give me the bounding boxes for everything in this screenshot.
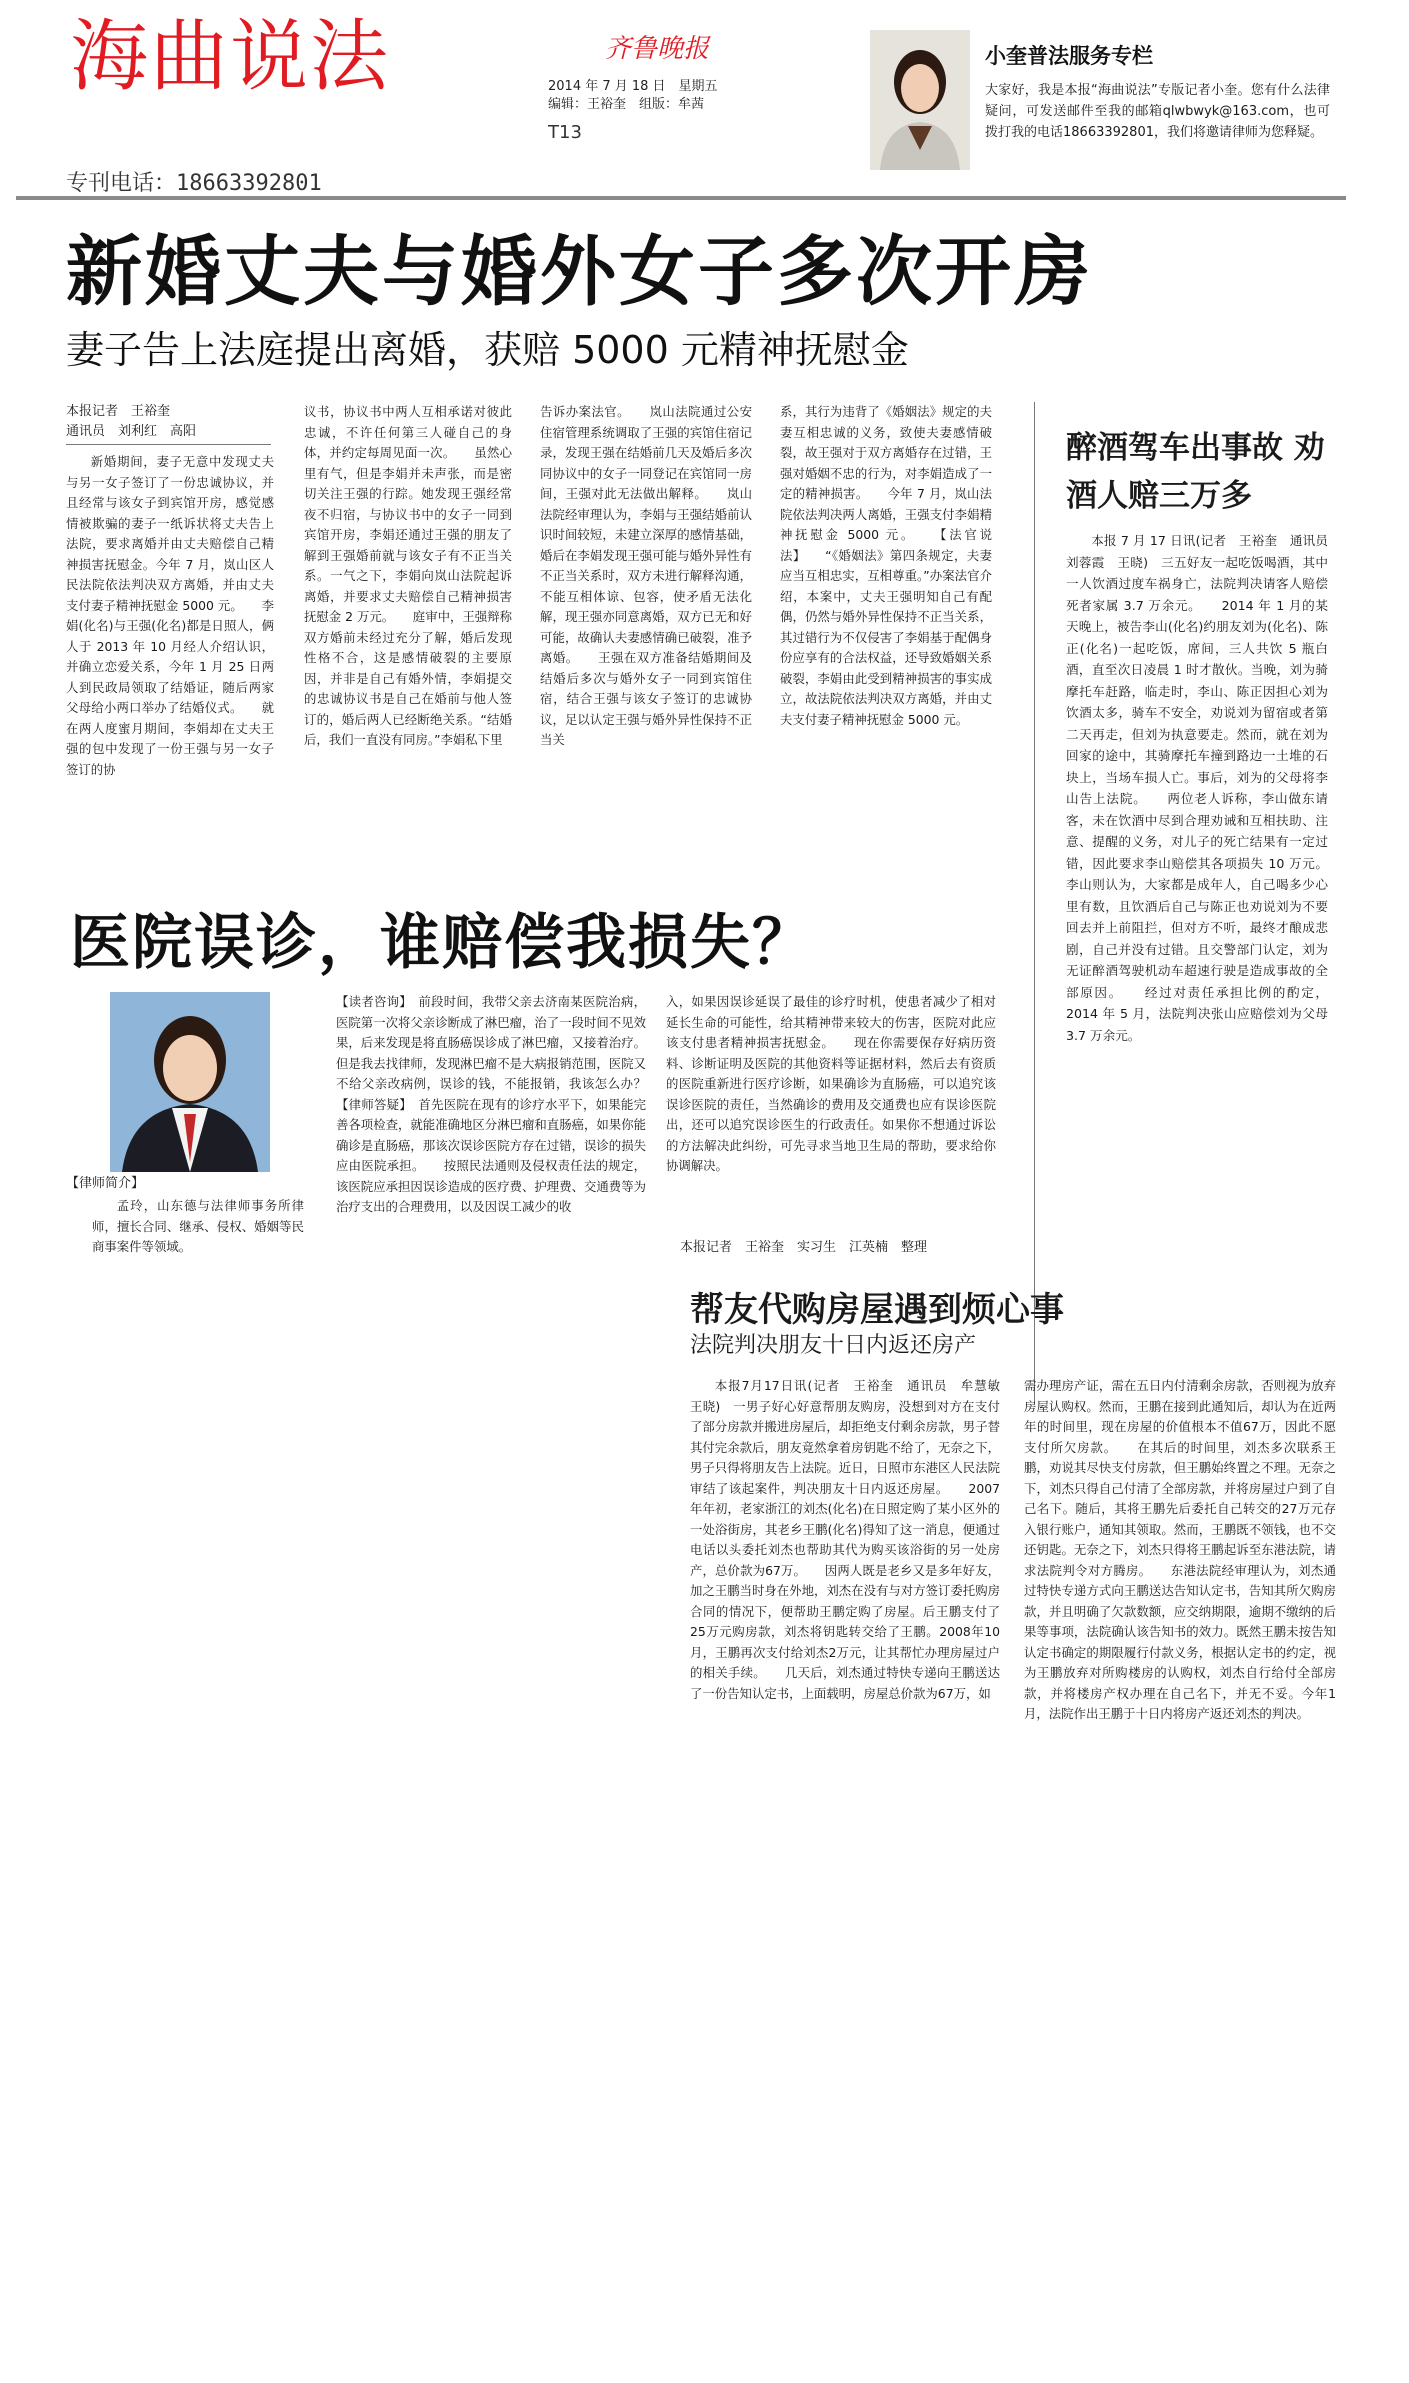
masthead-title: 海曲说法	[70, 12, 391, 102]
lawyer-bio: 孟玲，山东德与法律师事务所律师，擅长合同、继承、侵权、婚姻等民商事案件等领域。	[92, 1198, 304, 1254]
article2-headline	[1066, 424, 1326, 520]
issue-date: 2014 年 7 月 18 日 星期五	[548, 79, 718, 94]
column-title: 小奎普法服务专栏	[985, 44, 1153, 68]
article4-col2: 需办理房产证，需在五日内付清剩余房款，否则视为放弃房屋认购权。然而，王鹏在接到此通知后，却认为在近两年的时间里，现在房屋的价值根本不值67万，因此不愿支付所欠房款。 在其后的时间里，刘杰多次联系王鹏，劝说其尽快支付房款，但王鹏始终置之不理。无奈之下，刘杰只得自己付清了全部房款，并将房屋过户到了自己名下。随后，其将王鹏先后委托自己转交的27万元存入银行账户，通知其领取。然而，王鹏既不领钱，也不交还钥匙。无奈之下，刘杰只得将王鹏起诉至东港法院，请求法院判令对方腾房。 东港法院经审理认为，刘杰通过特快专递方式向王鹏送达告知认定书，告知其所欠购房款，并且明确了欠款数额，应交纳期限，逾期不缴纳的后果等事项，法院确认该告知书的效力。既然王鹏未按告知认定书确定的期限履行付款义务，根据认定书的约定，视为王鹏放弃对所购楼房的认购权，刘杰自行给付全部房款，并将楼房产权办理在自己名下，并无不妥。今年1月，法院作出王鹏于十日内将房产返还刘杰的判决。	[1024, 1378, 1336, 1721]
article1-col3: 告诉办案法官。 岚山法院通过公安住宿管理系统调取了王强的宾馆住宿记录，发现王强在结婚前几天及婚后多次同协议中的女子一同登记在宾馆同一房间，王强对此无法做出解释。 岚山法院经审理认为，李娟与王强结婚前认识时间较短，未建立深厚的感情基础，婚后在李娟发现王强可能与婚外异性有不正当关系时，双方未进行解释沟通，不能互相体谅、包容，使矛盾无法化解，现王强亦同意离婚，双方已无和好可能，故确认夫妻感情确已破裂，准予离婚。 王强在双方准备结婚期间及结婚后多次与婚外女子一同到宾馆住宿，结合王强与该女子签订的忠诚协议，足以认定王强与婚外异性保持不正当关	[540, 404, 752, 747]
lawyer-photo	[110, 992, 270, 1172]
article4-col1: 本报7月17日讯(记者 王裕奎 通讯员 牟慧敏 王晓) 一男子好心好意帮朋友购房，没想到对方在支付了部分房款并搬进房屋后，却拒绝支付剩余房款，男子替其付完余款后，朋友竟然拿着房钥匙不给了，无奈之下，男子只得将朋友告上法院。近日，日照市东港区人民法院审结了该起案件，判决朋友十日内返还房屋。 2007年年初，老家浙江的刘杰(化名)在日照定购了某小区外的一处浴街房，其老乡王鹏(化名)得知了这一消息，便通过电话以头委托刘杰也帮助其代为购买该浴街的另一处房产，总价款为67万。 因两人既是老乡又是多年好友，加之王鹏当时身在外地，刘杰在没有与对方签订委托购房合同的情况下，便帮助王鹏定购了房屋。后王鹏支付了25万元购房款，刘杰将钥匙转交给了王鹏。2008年10月，王鹏再次支付给刘杰2万元，让其帮忙办理房屋过户的相关手续。 几天后，刘杰通过特快专递向王鹏送达了一份告知认定书，上面载明，房屋总价款为67万，如	[690, 1378, 1013, 1701]
article1-col1: 新婚期间，妻子无意中发现丈夫与另一女子签订了一份忠诚协议，并且经常与该女子到宾馆开房，感觉感情被欺骗的妻子一纸诉状将丈夫告上法院，要求离婚并由丈夫赔偿自己精神损害抚慰金。今年 7 月，岚山区人民法院依法判决双方离婚，并由丈夫支付妻子精神抚慰金 5000 元。 李娟(化名)与王强(化名)都是日照人，俩人于 2013 年 10 月经人介绍认识，并确立恋爱关系，今年 1 月 25 日两人到民政局领取了结婚证，随后两家父母给小两口举办了结婚仪式。 就在两人度蜜月期间，李娟却在丈夫王强的包中发现了一份王强与另一女子签订的协	[66, 454, 274, 777]
article1-byline	[66, 402, 276, 442]
header-divider	[16, 196, 1346, 200]
article2-headline-text: 醉酒驾车出事故 劝酒人赔三万多	[1066, 430, 1325, 514]
article2-body: 本报 7 月 17 日讯(记者 王裕奎 通讯员 刘蓉霞 王晓) 三五好友一起吃饭喝酒，其中一人饮酒过度车祸身亡，法院判决请客人赔偿死者家属 3.7 万余元。 2014 年 1 月的某天晚上，被告李山(化名)约朋友刘为(化名)、陈正(化名)一起吃饭，席间，三人共饮 5 瓶白酒，直至次日凌晨 1 时才散伙。当晚，刘为骑摩托车赶路，临走时，李山、陈正因担心刘为饮酒太多，骑车不安全，劝说刘为留宿或者第二天再走，但刘为执意要走。然而，就在刘为回家的途中，其骑摩托车撞到路边一土堆的石块上，当场车损人亡。事后，刘为的父母将李山告上法院。 两位老人诉称，李山做东请客，未在饮酒中尽到合理劝诫和互相扶助、注意、提醒的义务，对儿子的死亡结果有一定过错，因此要求李山赔偿其各项损失 10 万元。李山则认为，大家都是成年人，自己喝多少心里有数，且饮酒后自己与陈正也劝说刘为不要回去并上前阻拦，但对方不听，最终才酿成悲剧，自己并没有过错。且交警部门认定，刘为无证醉酒驾驶机动车超速行驶是造成事故的全部原因。 经过对责任承担比例的酌定，2014 年 5 月，法院判决张山应赔偿刘为父母 3.7 万余元。	[1066, 533, 1341, 1043]
article4-headline: 帮友代购房屋遇到烦心事	[690, 1290, 1064, 1330]
article1-col2: 议书，协议书中两人互相承诺对彼此忠诚，不许任何第三人碰自己的身体，并约定每周见面一次。 虽然心里有气，但是李娟并未声张，而是密切关注王强的行踪。她发现王强经常夜不归宿，与协议书中的女子一同到宾馆开房，李娟还通过王强的朋友了解到王强婚前就与该女子有不正当关系。一气之下，李娟向岚山法院起诉离婚，并要求丈夫赔偿自己精神损害抚慰金 2 万元。 庭审中，王强辩称双方婚前未经过充分了解，婚后发现性格不合，这是感情破裂的主要原因，并非是自己有婚外情，李娟提交的忠诚协议书是自己在婚前与他人签订的，婚后两人已经断绝关系。“结婚后，我们一直没有同房。”李娟私下里	[304, 404, 512, 747]
byline-rule	[66, 444, 271, 445]
paper-logo: 齐鲁晚报	[605, 34, 710, 64]
article1-headline: 新婚丈夫与婚外女子多次开房	[66, 227, 1093, 316]
article1-sidebar-rule	[1034, 402, 1035, 1402]
article1-col4: 系，其行为违背了《婚姻法》规定的夫妻互相忠诚的义务，致使夫妻感情破裂，故王强对于双方离婚存在过错，王强对婚姻不忠的行为，对李娟造成了一定的精神损害。 今年 7 月，岚山法院依法判决两人离婚，王强支付李娟精神抚慰金 5000 元。 【法官说法】 “《婚姻法》第四条规定，夫妻应当互相忠实，互相尊重。”办案法官介绍，本案中，丈夫王强明知自己有配偶，仍然与婚外异性保持不正当关系，其过错行为不仅侵害了李娟基于配偶身份应享有的合法权益，还导致婚姻关系破裂，李娟由此受到精神损害的事实成立，故法院依法判决双方离婚，并由丈夫支付妻子精神抚慰金 5000 元。	[780, 404, 992, 727]
byline-correspondent: 通讯员 刘利红 高阳	[66, 424, 197, 439]
reporter-photo	[870, 30, 970, 170]
column-intro: 大家好，我是本报“海曲说法”专版记者小奎。您有什么法律疑问，可发送邮件至我的邮箱qlwbwyk@163.com，也可拨打我的电话18663392801，我们将邀请律师为您释疑。	[985, 83, 1330, 140]
article3-headline: 医院误诊，谁赔偿我损失？	[70, 908, 814, 978]
byline-reporter: 本报记者 王裕奎	[66, 404, 171, 419]
page-code: T13	[548, 122, 582, 143]
editor-credits: 编辑：王裕奎 组版：牟茜	[548, 97, 705, 112]
lawyer-label: 【律师简介】	[66, 1176, 145, 1191]
article3-byline: 本报记者 王裕奎 实习生 江英楠 整理	[680, 1240, 928, 1255]
article3-col2: 入，如果因误诊延误了最佳的诊疗时机，使患者减少了相对延长生命的可能性，给其精神带来较大的伤害，医院对此应该支付患者精神损害抚慰金。 现在你需要保存好病历资料、诊断证明及医院的其他资料等证据材料，然后去有资质的医院重新进行医疗诊断，如果确诊为直肠癌，可以追究该误诊医院的责任，当然确诊的费用及交通费也应有误诊医院出，还可以追究误诊医生的行政责任。如果你不想通过诉讼的方法解决此纠纷，可先寻求当地卫生局的帮助，要求给你协调解决。	[666, 994, 996, 1173]
article1-subheadline: 妻子告上法庭提出离婚，获赔 5000 元精神抚慰金	[66, 328, 909, 372]
hotline: 专刊电话：18663392801	[66, 171, 322, 196]
article3-col1: 【读者咨询】 前段时间，我带父亲去济南某医院治病，医院第一次将父亲诊断成了淋巴瘤，治了一段时间不见效果，后来发现是将直肠癌误诊成了淋巴瘤，又接着治疗。但是我去找律师，发现淋巴瘤不是大病报销范围，医院又不给父亲改病例，误诊的钱，不能报销，我该怎么办？ 【律师答疑】 首先医院在现有的诊疗水平下，如果能完善各项检查，就能准确地区分淋巴瘤和直肠癌，如果你能确诊是直肠癌，那该次误诊医院方存在过错，误诊的损失应由医院承担。 按照民法通则及侵权责任法的规定，该医院应承担因误诊造成的医疗费、护理费、交通费等为治疗支出的合理费用，以及因误工减少的收	[336, 994, 671, 1214]
article4-subheadline: 法院判决朋友十日内返还房产	[690, 1333, 977, 1358]
